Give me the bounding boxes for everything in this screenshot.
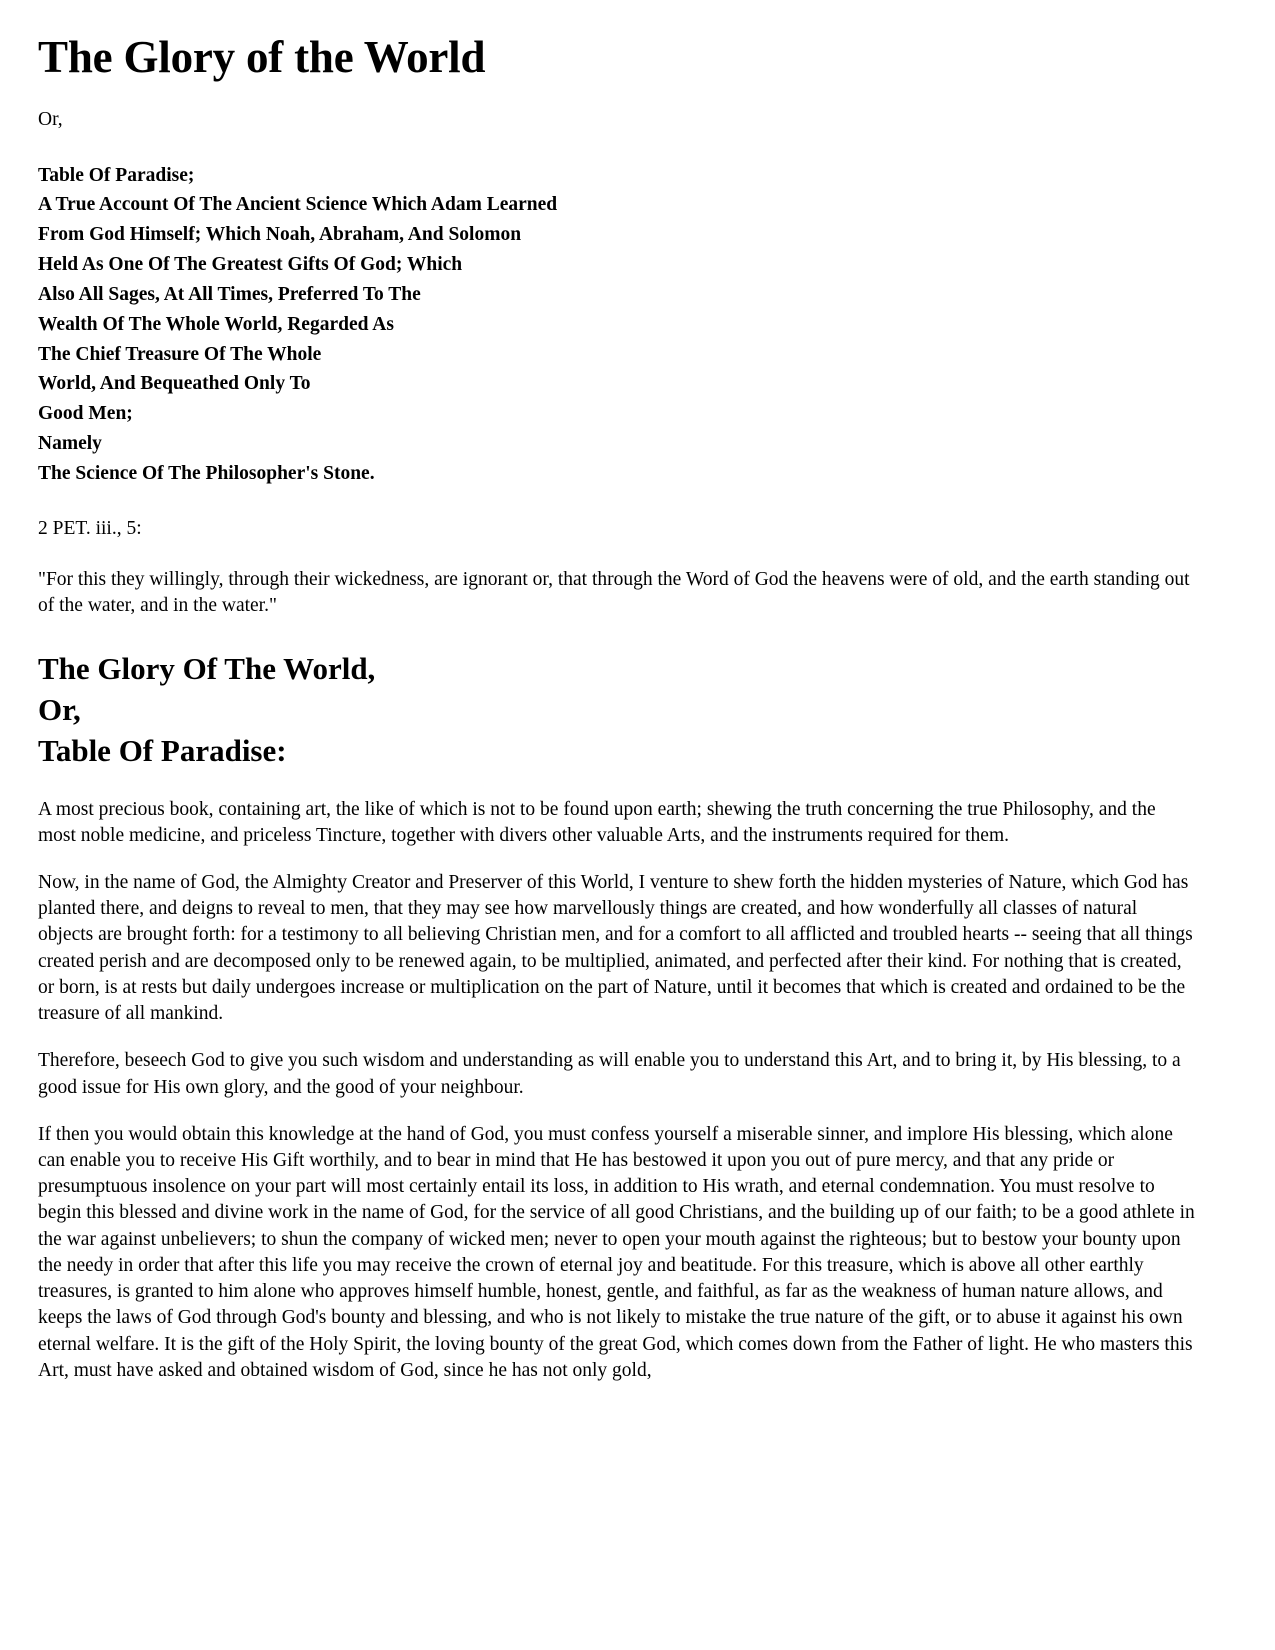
subtitle-line: Namely [38, 433, 102, 455]
subtitle-line: A True Account Of The Ancient Science Which Adam Learned [38, 194, 558, 216]
subtitle-line: Good Men; [38, 403, 133, 425]
subtitle-block [38, 161, 1197, 489]
subtitle-line: Also All Sages, At All Times, Preferred To The [38, 283, 421, 305]
verse-reference: 2 PET. iii., 5: [38, 517, 142, 539]
section-heading [38, 649, 1197, 772]
section-heading-line: Table Of Paradise: [38, 732, 287, 768]
subtitle-line: Table Of Paradise; [38, 164, 195, 186]
subtitle-line: Held As One Of The Greatest Gifts Of God; Which [38, 254, 463, 276]
subtitle-line: From God Himself; Which Noah, Abraham, And Solomon [38, 224, 522, 246]
body-paragraph: If then you would obtain this knowledge at the hand of God, you must confess yourself a miserable sinner, and implore His blessing, which alone can enable you to receive His Gift worthily, and to bear in mind that He has bestowed it upon you out of pure mercy, and that any pride or presumptuous insolence on your part will most certainly entail its loss, in addition to His wrath, and eternal condemnation. You must resolve to begin this blessed and divine work in the name of God, for the service of all good Christians, and the building up of our faith; to be a good athlete in the war against unbelievers; to shun the company of wicked men; never to open your mouth against the righteous; but to bestow your bounty upon the needy in order that after this life you may receive the crown of eternal joy and beatitude. For this treasure, which is above all other earthly treasures, is granted to him alone who approves himself humble, honest, gentle, and faithful, as far as the weakness of human nature allows, and keeps the laws of God through God's bounty and blessing, and who is not likely to mistake the true nature of the gift, or to abuse it against his own eternal welfare. It is the gift of the Holy Spirit, the loving bounty of the great God, which comes down from the Father of light. He who masters this Art, must have asked and obtained wisdom of God, since he has not only gold, [38, 1123, 1195, 1381]
subtitle-line: The Science Of The Philosopher's Stone. [38, 462, 375, 484]
section-heading-line: The Glory Of The World, [38, 650, 376, 686]
subtitle-line: The Chief Treasure Of The Whole [38, 343, 322, 365]
or-label: Or, [38, 109, 63, 131]
subtitle-line: World, And Bequeathed Only To [38, 373, 311, 395]
page-title: The Glory of the World [38, 32, 486, 82]
subtitle-line: Wealth Of The Whole World, Regarded As [38, 313, 394, 335]
verse-quote: "For this they willingly, through their wickedness, are ignorant or, that through the Word of God the heavens were of old, and the earth standing out of the water, and in the water." [38, 569, 1190, 616]
body-paragraph: A most precious book, containing art, the like of which is not to be found upon earth; shewing the truth concerning the true Philosophy, and the most noble medicine, and priceless Tincture, together with divers other valuable Arts, and the instruments required for them. [38, 798, 1156, 846]
body-paragraph: Now, in the name of God, the Almighty Creator and Preserver of this World, I venture to shew forth the hidden mysteries of Nature, which God has planted there, and deigns to reveal to men, that they may see how marvellously things are created, and how wonderfully all classes of natural objects are brought forth: for a testimony to all believing Christian men, and for a comfort to all afflicted and troubled hearts -- seeing that all things created perish and are decomposed only to be renewed again, to be multiplied, animated, and perfected after their kind. For nothing that is created, or born, is at rests but daily undergoes increase or multiplication on the part of Nature, until it becomes that which is created and ordained to be the treasure of all mankind. [38, 872, 1193, 1025]
section-heading-line: Or, [38, 691, 81, 727]
body-paragraph: Therefore, beseech God to give you such wisdom and understanding as will enable you to understand this Art, and to bring it, by His blessing, to a good issue for His own glory, and the good of your neighbour. [38, 1050, 1181, 1098]
